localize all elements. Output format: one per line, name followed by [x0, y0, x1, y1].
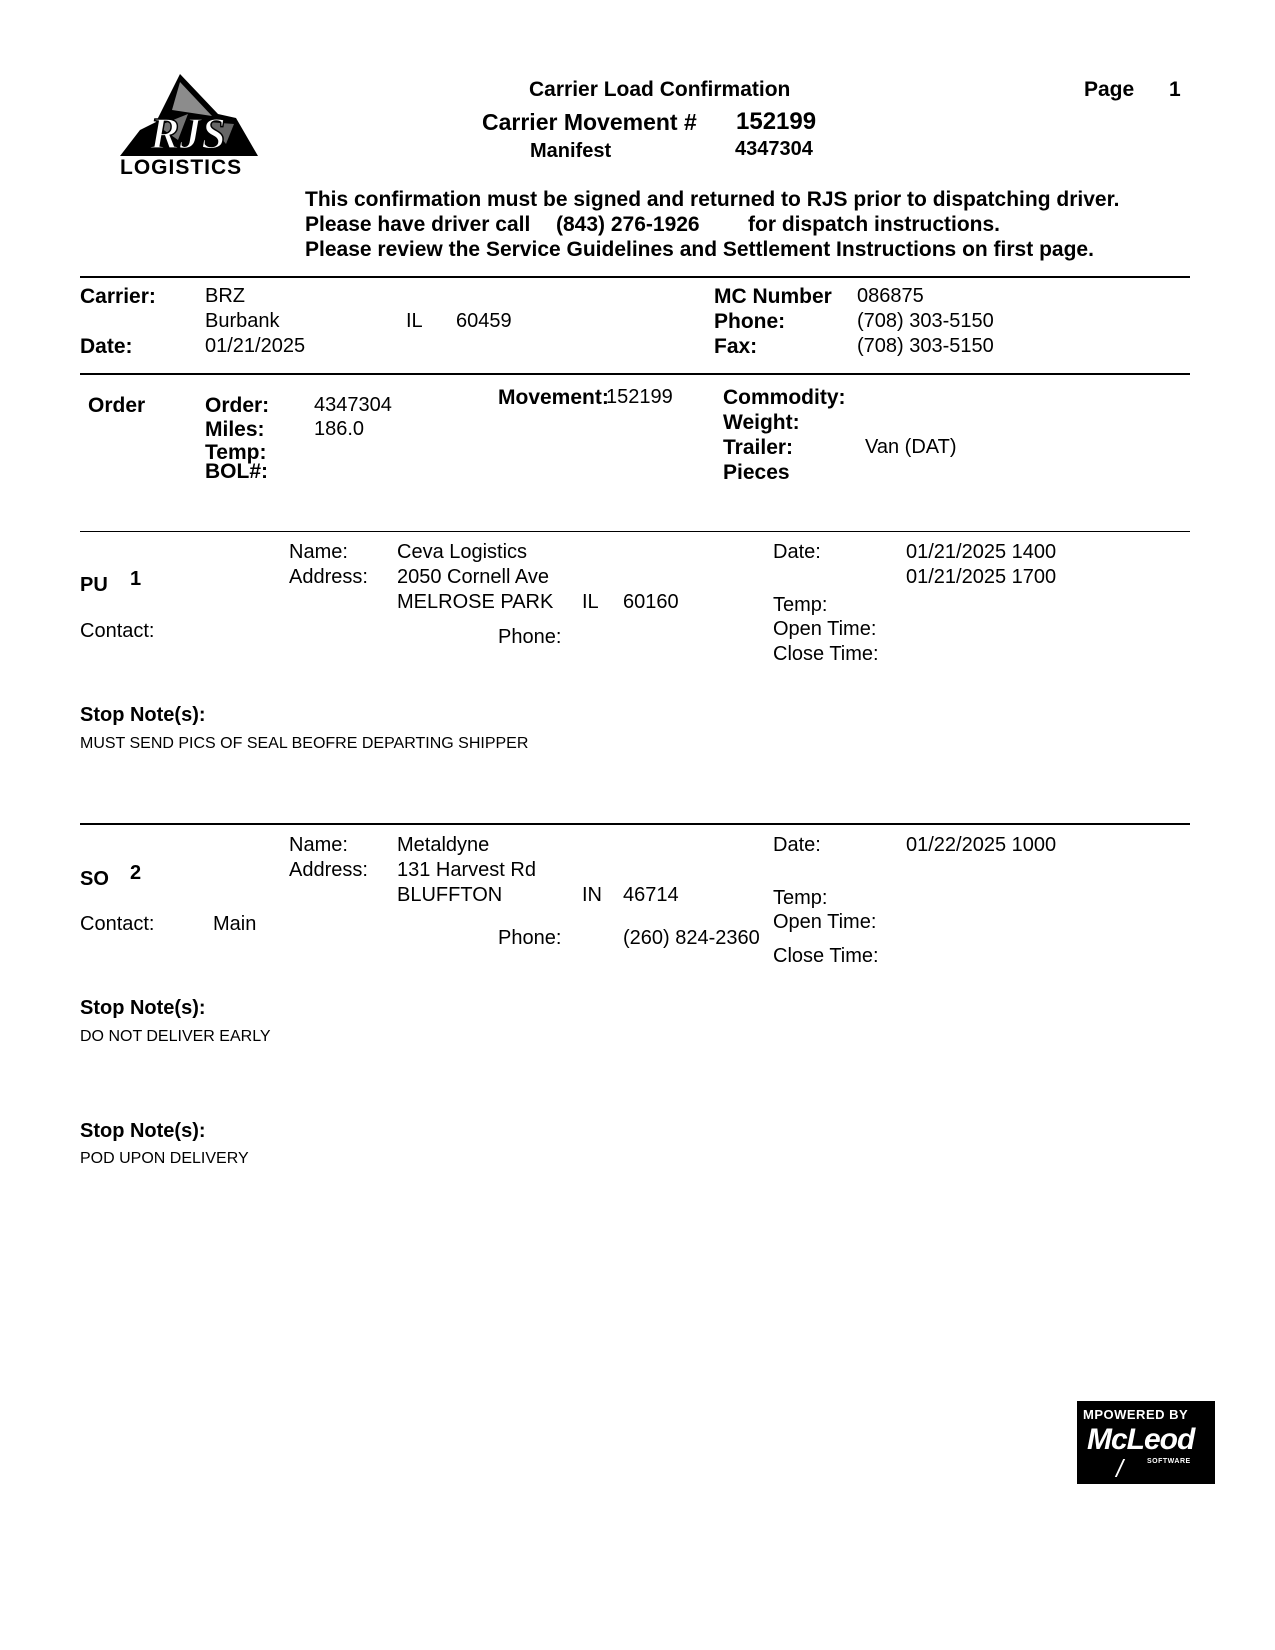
carrier-date-label: Date:: [80, 335, 133, 358]
mc-number-label: MC Number: [714, 285, 832, 308]
order-number: 4347304: [314, 394, 392, 416]
stop-temp-label: Temp:: [773, 594, 828, 616]
stop-name: Ceva Logistics: [397, 541, 528, 563]
carrier-city: Burbank: [205, 310, 280, 332]
stop-city: MELROSE PARK: [397, 591, 554, 613]
order-movement-label: Movement:: [498, 386, 609, 409]
stop-address-label: Address:: [289, 859, 368, 881]
movement-label: Carrier Movement #: [482, 109, 697, 135]
stop-contact: Main: [213, 913, 257, 935]
stop-state: IN: [582, 884, 602, 906]
stop-phone-label: Phone:: [498, 927, 562, 949]
carrier-label: Carrier:: [80, 285, 156, 308]
divider: [80, 531, 1190, 532]
stop-street: 2050 Cornell Ave: [397, 566, 549, 588]
stop-temp-label: Temp:: [773, 887, 828, 909]
stop-phone-label: Phone:: [498, 626, 562, 648]
order-movement-value: 152199: [606, 386, 673, 408]
carrier-fax: (708) 303-5150: [857, 335, 994, 357]
stop-note-label: Stop Note(s):: [80, 1120, 206, 1142]
carrier-name: BRZ: [205, 285, 245, 307]
page-number: 1: [1169, 78, 1181, 101]
stop-date-label: Date:: [773, 541, 821, 563]
stop-note-label: Stop Note(s):: [80, 704, 206, 726]
stop-note-label: Stop Note(s):: [80, 997, 206, 1019]
stop-note-text: DO NOT DELIVER EARLY: [80, 1028, 271, 1045]
document-title: Carrier Load Confirmation: [529, 78, 791, 101]
stop-open-label: Open Time:: [773, 618, 877, 640]
miles-value: 186.0: [314, 418, 365, 440]
trailer-label: Trailer:: [723, 436, 794, 459]
order-label: Order:: [205, 394, 270, 417]
divider: [80, 823, 1190, 825]
mc-number: 086875: [857, 285, 924, 307]
carrier-state: IL: [406, 310, 423, 332]
weight-label: Weight:: [723, 411, 800, 434]
powered-by-badge: [1077, 1401, 1215, 1484]
stop-phone: (260) 824-2360: [623, 927, 760, 949]
trailer-value: Van (DAT): [865, 436, 957, 458]
instruction-line-1: This confirmation must be signed and returned to RJS prior to dispatching driver.: [305, 188, 1120, 211]
divider: [80, 276, 1190, 278]
carrier-phone-label: Phone:: [714, 310, 786, 333]
order-temp-label: Temp:: [205, 441, 267, 464]
stop-note-text: MUST SEND PICS OF SEAL BEOFRE DEPARTING SHIPPER: [80, 735, 529, 752]
stop-open-label: Open Time:: [773, 911, 877, 933]
divider: [80, 373, 1190, 375]
page-label: Page: [1084, 78, 1135, 101]
badge-swoosh-icon: [1115, 1459, 1125, 1477]
rjs-logo: [118, 70, 258, 182]
stop-zip: 60160: [623, 591, 679, 613]
manifest-label: Manifest: [530, 140, 612, 162]
badge-brand: McLeod: [1087, 1423, 1195, 1456]
instruction-line-3: Please review the Service Guidelines and Settlement Instructions on first page.: [305, 238, 1094, 261]
logo-letters: RJS: [150, 109, 226, 158]
instruction-line-2a: Please have driver call: [305, 213, 531, 236]
stop-date-label: Date:: [773, 834, 821, 856]
stop-close-label: Close Time:: [773, 643, 879, 665]
stop-type: PU: [80, 574, 108, 596]
stop-number: 1: [130, 568, 142, 590]
badge-sub: SOFTWARE: [1147, 1458, 1191, 1465]
stop-zip: 46714: [623, 884, 679, 906]
stop-name: Metaldyne: [397, 834, 490, 856]
carrier-zip: 60459: [456, 310, 512, 332]
stop-date-2: 01/21/2025 1700: [906, 566, 1057, 588]
stop-name-label: Name:: [289, 541, 348, 563]
stop-number: 2: [130, 862, 142, 884]
movement-number: 152199: [736, 108, 817, 135]
logo-word: LOGISTICS: [120, 156, 243, 179]
manifest-number: 4347304: [735, 138, 813, 160]
commodity-label: Commodity:: [723, 386, 846, 409]
dispatch-phone: (843) 276-1926: [556, 213, 700, 236]
order-section-label: Order: [88, 394, 146, 417]
instruction-line-2b: for dispatch instructions.: [748, 213, 1001, 236]
badge-top-text: MPOWERED BY: [1083, 1407, 1189, 1422]
miles-label: Miles:: [205, 418, 265, 441]
stop-close-label: Close Time:: [773, 945, 879, 967]
pieces-label: Pieces: [723, 461, 790, 484]
stop-type: SO: [80, 868, 109, 890]
stop-contact-label: Contact:: [80, 913, 155, 935]
stop-street: 131 Harvest Rd: [397, 859, 536, 881]
carrier-date: 01/21/2025: [205, 335, 306, 357]
carrier-phone: (708) 303-5150: [857, 310, 994, 332]
stop-state: IL: [582, 591, 599, 613]
stop-note-text: POD UPON DELIVERY: [80, 1150, 249, 1167]
stop-contact-label: Contact:: [80, 620, 155, 642]
stop-address-label: Address:: [289, 566, 368, 588]
carrier-fax-label: Fax:: [714, 335, 758, 358]
stop-city: BLUFFTON: [397, 884, 503, 906]
stop-date-1: 01/22/2025 1000: [906, 834, 1057, 856]
stop-date-1: 01/21/2025 1400: [906, 541, 1057, 563]
stop-name-label: Name:: [289, 834, 348, 856]
bol-label: BOL#:: [205, 460, 268, 483]
